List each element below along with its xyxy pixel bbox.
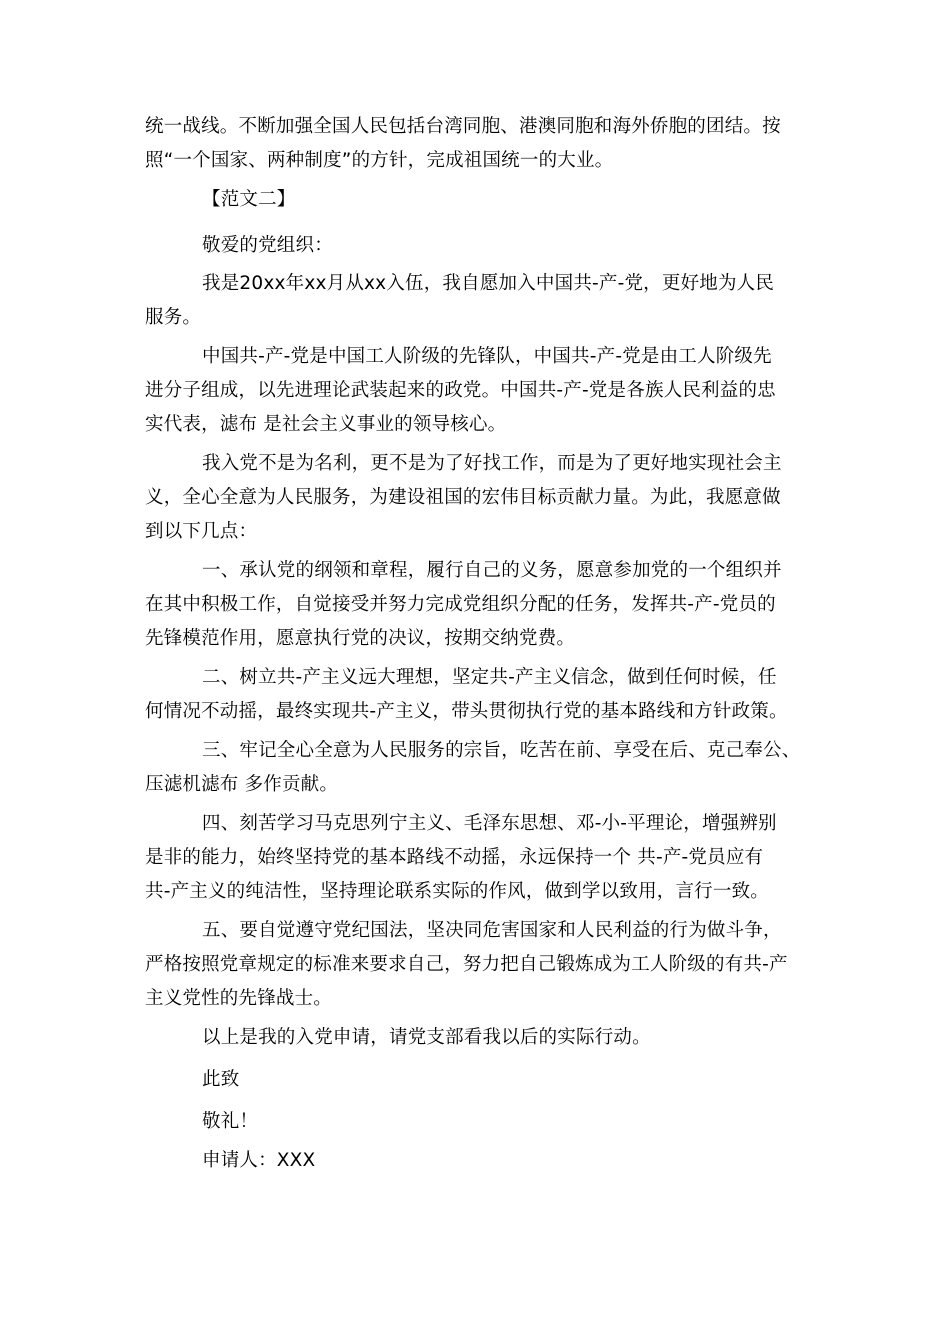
text-line: 共-产主义的纯洁性，坚持理论联系实际的作风，做到学以致用，言行一致。 [145, 881, 769, 902]
salutation: 敬爱的党组织： [202, 235, 333, 256]
text-line: 实代表，滤布 是社会主义事业的领导核心。 [145, 414, 507, 435]
text-line: 到以下几点： [145, 521, 258, 542]
text-line: 严格按照党章规定的标准来要求自己，努力把自己锻炼成为工人阶级的有共-产 [145, 954, 788, 975]
section-heading: 【范文二】 [202, 189, 296, 210]
text-line: 是非的能力，始终坚持党的基本路线不动摇，永远保持一个 共-产-党员应有 [145, 847, 764, 868]
text-line: 一、承认党的纲领和章程，履行自己的义务，愿意参加党的一个组织并 [202, 560, 782, 581]
text-line: 服务。 [145, 307, 202, 328]
text-line: 五、要自觉遵守党纪国法，坚决同危害国家和人民利益的行为做斗争， [202, 920, 782, 941]
text-line: 二、树立共-产主义远大理想，坚定共-产主义信念，做到任何时候，任 [202, 667, 777, 688]
text-line: 四、刻苦学习马克思列宁主义、毛泽东思想、邓-小-平理论，增强辨别 [202, 813, 777, 834]
text-line: 我入党不是为名利，更不是为了好找工作，而是为了更好地实现社会主 [202, 453, 782, 474]
closing-line: 以上是我的入党申请，请党支部看我以后的实际行动。 [202, 1027, 651, 1048]
text-line: 三、牢记全心全意为人民服务的宗旨，吃苦在前、享受在后、克己奉公、 [202, 740, 801, 761]
text-line: 我是20xx年xx月从xx入伍，我自愿加入中国共-产-党，更好地为人民 [202, 273, 775, 294]
closing-cizhi: 此致 [202, 1069, 240, 1090]
text-line: 压滤机滤布 多作贡献。 [145, 774, 339, 795]
text-line: 在其中积极工作，自觉接受并努力完成党组织分配的任务，发挥共-产-党员的 [145, 594, 776, 615]
text-line: 先锋模范作用，愿意执行党的决议，按期交纳党费。 [145, 628, 576, 649]
text-line: 统一战线。不断加强全国人民包括台湾同胞、港澳同胞和海外侨胞的团结。按 [145, 116, 781, 137]
text-line: 义，全心全意为人民服务，为建设祖国的宏伟目标贡献力量。为此，我愿意做 [145, 487, 781, 508]
text-line: 何情况不动摇，最终实现共-产主义，带头贯彻执行党的基本路线和方针政策。 [145, 701, 788, 722]
text-line: 中国共-产-党是中国工人阶级的先锋队，中国共-产-党是由工人阶级先 [202, 346, 772, 367]
text-line: 主义党性的先锋战士。 [145, 988, 333, 1009]
closing-jingli: 敬礼！ [202, 1111, 259, 1132]
text-line: 进分子组成，以先进理论武装起来的政党。中国共-产-党是各族人民利益的忠 [145, 380, 776, 401]
text-line: 照“一个国家、两种制度”的方针，完成祖国统一的大业。 [145, 150, 614, 171]
applicant-signature: 申请人：XXX [202, 1150, 316, 1171]
